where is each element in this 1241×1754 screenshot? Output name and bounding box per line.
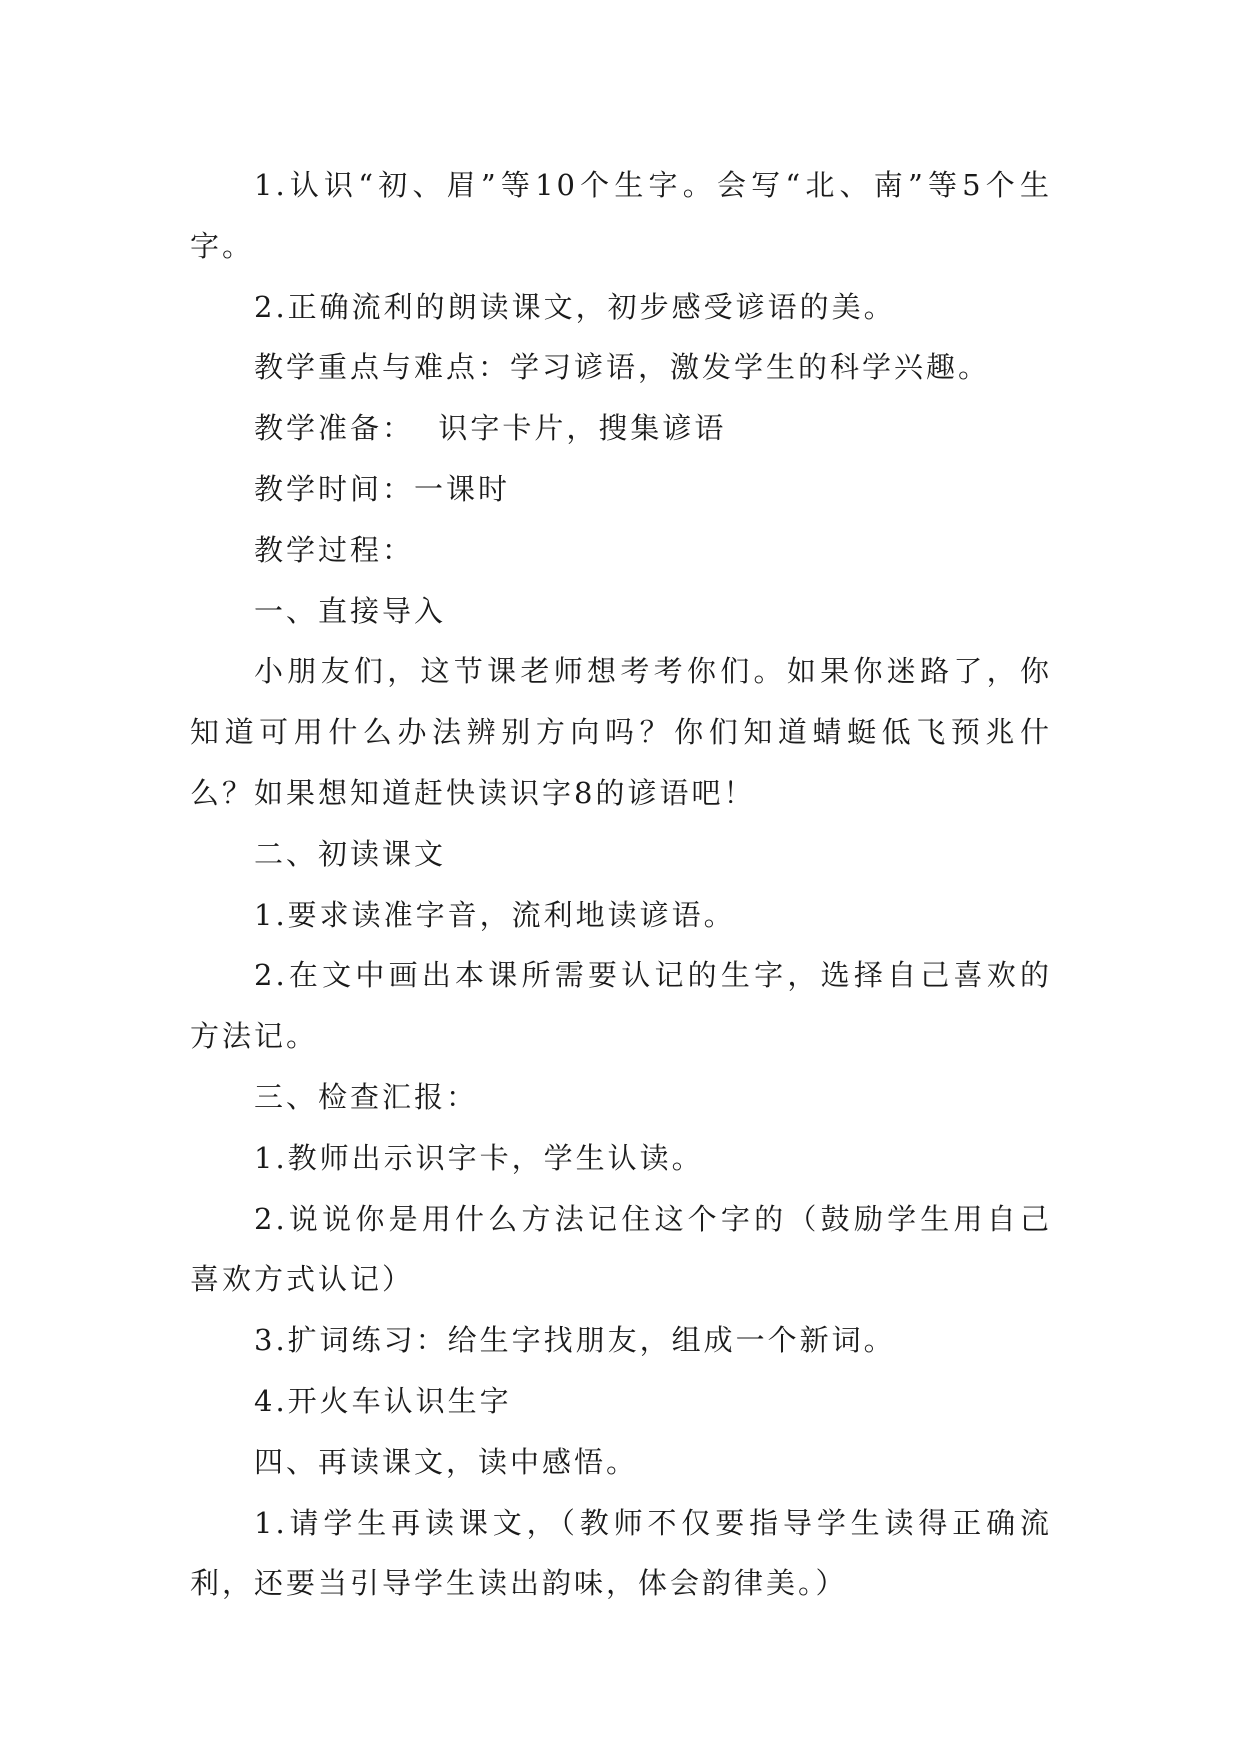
section-heading-1: 一、直接导入 xyxy=(254,593,447,628)
list-item: 2.说说你是用什么方法记住这个字的（鼓励学生用自己喜欢方式认记） xyxy=(190,1201,1052,1297)
paragraph-objective-1: 1.认识“初、眉”等10个生字。会写“北、南”等5个生字。 xyxy=(190,168,1052,263)
paragraph-time: 教学时间：一课时 xyxy=(254,471,511,506)
section-heading-4: 四、再读课文，读中感悟。 xyxy=(254,1444,639,1479)
paragraph-objective-2: 2.正确流利的朗读课文，初步感受谚语的美。 xyxy=(254,289,896,324)
document-body xyxy=(190,155,1052,1614)
list-item: 4.开火车认识生字 xyxy=(254,1383,512,1418)
list-item: 3.扩词练习：给生字找朋友，组成一个新词。 xyxy=(254,1323,896,1358)
section-heading-3: 三、检查汇报： xyxy=(254,1079,479,1114)
paragraph-intro: 小朋友们，这节课老师想考考你们。如果你迷路了，你知道可用什么办法辨别方向吗？你们知道蜻蜓低飞预兆什么？如果想知道赶快读识字8的谚语吧！ xyxy=(190,654,1052,810)
paragraph-key-points: 教学重点与难点：学习谚语，激发学生的科学兴趣。 xyxy=(254,350,991,385)
paragraph-process-heading: 教学过程： xyxy=(254,532,415,567)
section-heading-2: 二、初读课文 xyxy=(254,836,447,871)
paragraph-preparation: 教学准备： 识字卡片，搜集谚语 xyxy=(254,411,727,446)
list-item: 1.要求读准字音，流利地读谚语。 xyxy=(254,897,736,932)
list-item: 1.请学生再读课文，（教师不仅要指导学生读得正确流利，还要当引导学生读出韵味，体会韵律美。） xyxy=(190,1505,1052,1601)
list-item: 2.在文中画出本课所需要认记的生字，选择自己喜欢的方法记。 xyxy=(190,958,1052,1054)
list-item: 1.教师出示识字卡，学生认读。 xyxy=(254,1140,704,1175)
